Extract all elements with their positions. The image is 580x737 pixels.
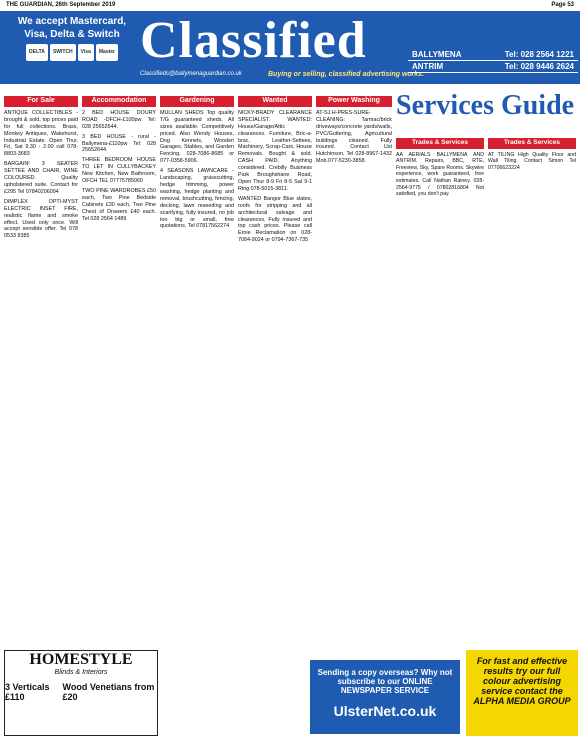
ulsternet-text: Sending a copy overseas? Why not subscribe to our ONLINE NEWSPAPER SERVICE: [317, 668, 453, 695]
ad-item: DIMPLEX OPTI-MYST ELECTRIC INSET FIRE, realistic flame and smoke effect. Used only once. Will accept sensible offer. Tel 078 0533 8385: [4, 198, 78, 240]
ad-item: AT-SJ.H-PRES-SURE-CLEANING: Tarmac/brick driveways/concrete yards/walls, PVC/Guttering, Agricultural buildings cleaned. Fully insured. Contact Ust Hutchinson. Tel 028-8967-1432 Mob.077-5230-3858.: [316, 109, 392, 165]
card-logos: [4, 44, 140, 61]
heading-trades: Trades & Services: [396, 138, 484, 149]
classified-banner: [0, 11, 580, 84]
heading-for-sale: For Sale: [4, 96, 78, 107]
heading-gardening: Gardening: [160, 96, 234, 107]
alpha-media-text: For fast and effective results try our full colour advertising service contact the ALPHA MEDIA GROUP: [473, 656, 571, 706]
services-guide-title: Services Guide: [396, 90, 575, 121]
ad-item: 2 BED HOUSE DOURY ROAD -DFCH-£100pw Tel: 028 25652644.: [82, 109, 156, 130]
page-number: Page 53: [551, 2, 574, 8]
column-power-washing: [316, 96, 392, 646]
classified-tagline: Buying or selling, classified advertising works.: [268, 71, 424, 78]
ad-item: TWO PINE WARDROBES £50 each, Two Pine Bedside Cabinets £30 each, Two Pine Chest of Drawers £40 each. Tel 028 2564 1489: [82, 187, 156, 222]
ad-item: AT TILING High Quality Floor and Wall Tiling. Contact Simon Tel 07706623224: [488, 151, 576, 171]
delta-card-icon: DELTA: [26, 44, 48, 61]
services-guide: [396, 90, 578, 122]
phone-row-ballymena: BALLYMENA Tel: 028 2564 1221: [408, 49, 578, 61]
heading-trades: Trades & Services: [488, 138, 576, 149]
heading-power-washing: Power Washing: [316, 96, 392, 107]
classified-title: Classified: [140, 12, 367, 69]
column-gardening: [160, 96, 234, 646]
payment-line-2: Visa, Delta & Switch: [24, 29, 120, 40]
homestyle-subtitle: Blinds & Interiors: [54, 669, 108, 676]
payment-box: [4, 15, 140, 79]
ad-item: THREE BEDROOM HOUSE TO LET IN CULLYBACKEY New Kitchen, New Bathroom, OFCH TEL 07775785060: [82, 157, 156, 185]
phone-row-antrim: ANTRIM Tel: 028 9446 2624: [408, 61, 578, 73]
ad-item: ANTIQUE COLLECTIBLES - brought & sold, top prices paid for full collections. Brass, Monkey Antiques, Wakehurst, Industrial Estate. Open Thur, Fri, Sat 9.30 - 2.00 call 078-8803-3683: [4, 109, 78, 158]
heading-accommodation: Accommodation: [82, 96, 156, 107]
homestyle-title: HOMESTYLE: [29, 651, 133, 668]
price-verticals: 3 Verticals £110: [5, 682, 50, 702]
price-venetians: Wood Venetians from £20: [62, 682, 155, 702]
paper-date: THE GUARDIAN, 26th September 2019: [6, 2, 116, 8]
column-for-sale: [4, 96, 78, 646]
services-col-2: [488, 138, 576, 638]
alpha-media-ad: [466, 650, 578, 736]
ad-item: MULLAN SHEDS Top quality T/G guaranteed sheds. All sizes available. Competitively priced. Also Wendy Houses, Dog Kennels, Wooden Garages, Stables, and Garden Fencing. 028-7086-8685 or 077-0358-5906.: [160, 109, 234, 165]
column-accommodation: [82, 96, 156, 646]
phone-numbers: [408, 49, 578, 73]
payment-line-1: We accept Mastercard,: [17, 16, 127, 27]
ad-item: WANTED Bangor Blue slates, roofs for stripping and all architectural salvage and clearances. Fully insured and top cash prices. Please call Ernie Reclamation on 028-7084-9024 or 0794-7367-735: [238, 195, 312, 244]
switch-card-icon: SWITCH: [50, 44, 76, 61]
homestyle-ad: [4, 650, 158, 736]
ad-item: AA AERIALS BALLYMENA AND ANTRIM. Repairs, BBC, RTE, Freeview, Sky, Spare Rooms. Skywire experience, work guaranteed, free estimates. Call Nathan Rainey. 028-2564-9775 / 07802816804 Not satisfied, you don't pay.: [396, 151, 484, 198]
ad-item: NICKY-BRADY CLEARANCE SPECIALIST. WANTED: House/Garage/Attic clearances. Furniture, Bric-a-brac, Leather-Settees, Machinery, Scrap-Cars, House Removals. Bought & sold. CASH PAID. Anything considered. Crebilly Business Park Broughshane Road, Open Thur 8-9 Fri 8-5 Sat 9-1 Ring 078-5015-3811.: [238, 109, 312, 192]
services-col-1: [396, 138, 484, 638]
ad-item: BARGAIN! 3 SEATER SETTEE AND CHAIR, WINE COLOURED. Quality upholstered suite. Contact for £295 Tel 07840206094: [4, 161, 78, 195]
mastercard-icon: Master: [96, 44, 118, 61]
ulsternet-url[interactable]: UlsterNet.co.uk: [333, 703, 437, 719]
ad-item: 4 SEASONS LAWNCARE - Landscaping, grasscutting, hedge trimming, power washing, hedge planting and removal, brushcutting, fencing, decking, lawn reseeding and scarifying, fully insured, no job too big or small, free quotations. Tel 07817562274: [160, 168, 234, 230]
ad-item: 3 BED HOUSE - rural - Ballymena-£110pw Tel: 028 25652644.: [82, 133, 156, 154]
column-wanted: [238, 96, 312, 646]
classified-email[interactable]: Classifieds@ballymenaguardian.co.uk: [140, 71, 242, 77]
heading-wanted: Wanted: [238, 96, 312, 107]
visa-card-icon: Visa: [78, 44, 94, 61]
ulsternet-ad: [310, 660, 460, 734]
page-header: [0, 0, 580, 11]
